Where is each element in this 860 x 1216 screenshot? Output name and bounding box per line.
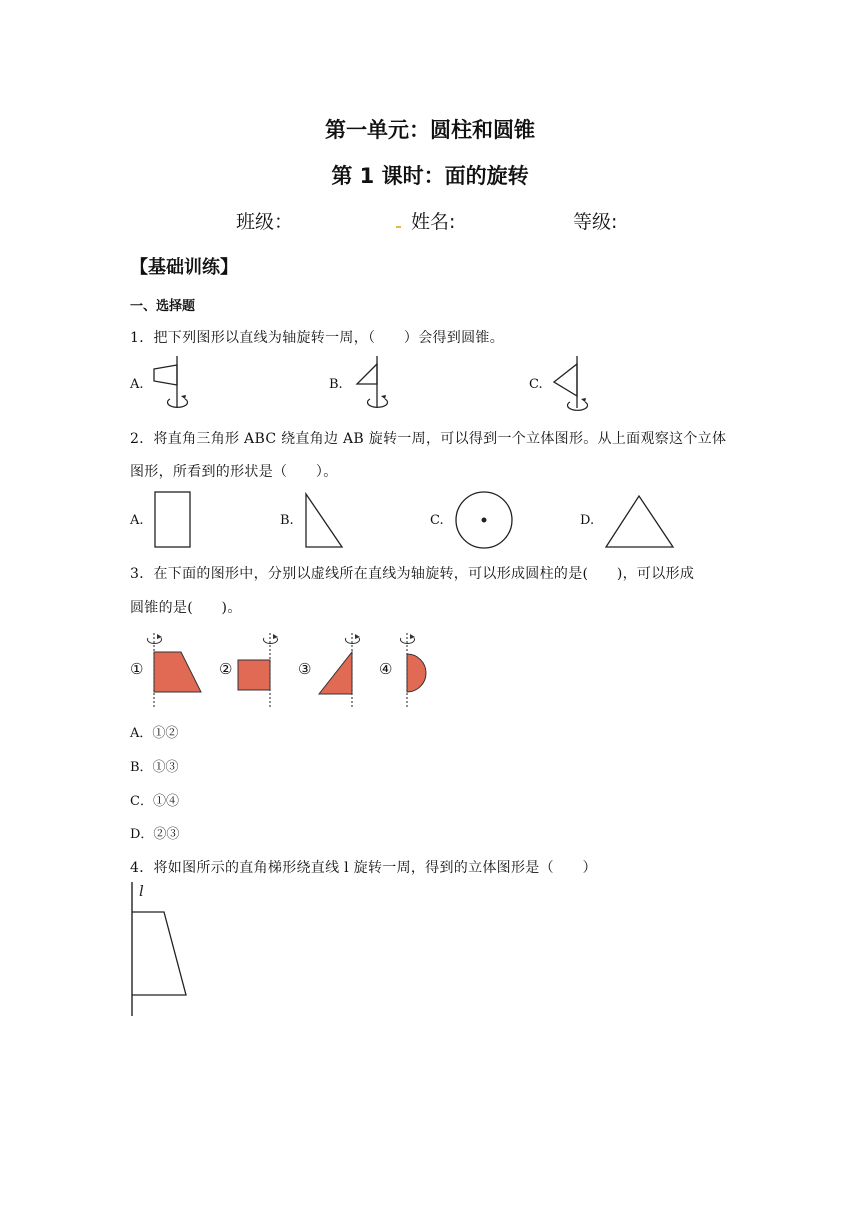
q1-option-c: C. [529, 377, 543, 392]
q2-option-d: D. [580, 513, 595, 528]
q1-figure-c [548, 354, 598, 414]
class-label: 班级： [236, 211, 294, 233]
q3-option-a: A．①② [130, 726, 179, 741]
q1-option-a: A. [130, 377, 144, 392]
question-1-text: 1．把下列图形以直线为轴旋转一周，（ ）会得到圆锥。 [130, 330, 505, 346]
q4-axis-label: l [139, 882, 144, 900]
q2-option-b: B. [280, 513, 294, 528]
q3-figure-label-2: ② [219, 660, 233, 678]
q3-option-d: D．②③ [130, 827, 180, 842]
q1-option-b: B. [329, 377, 343, 392]
question-2-line-2: 图形，所看到的形状是（ ）。 [130, 464, 338, 480]
q2-rectangle-figure [150, 490, 200, 550]
question-4-text: 4．将如图所示的直角梯形绕直线 l 旋转一周，得到的立体图形是（ ） [130, 860, 597, 876]
question-3-line-2: 圆锥的是( )。 [130, 600, 242, 616]
q1-figure-a [148, 354, 198, 414]
name-label: 姓名: [411, 211, 456, 233]
q3-figure-semicircle [396, 630, 446, 712]
q3-option-c: C．①④ [130, 794, 179, 809]
q3-figure-label-1: ① [130, 660, 144, 678]
q3-figure-trapezoid [143, 630, 207, 712]
lesson-title: 第 1 课时：面的旋转 [331, 164, 529, 188]
q4-trapezoid-figure [126, 880, 196, 1020]
question-3-line-1: 3．在下面的图形中，分别以虚线所在直线为轴旋转，可以形成圆柱的是( )，可以形成 [130, 566, 695, 582]
q2-option-a: A. [130, 513, 144, 528]
q3-figure-square [232, 630, 280, 712]
q2-circle-figure [452, 490, 518, 552]
q3-figure-triangle [312, 630, 362, 712]
q2-equilateral-triangle-figure [602, 490, 678, 552]
unit-title: 第一单元：圆柱和圆锥 [325, 118, 535, 142]
question-2-line-1: 2．将直角三角形 ABC 绕直角边 AB 旋转一周，可以得到一个立体图形。从上面观察这个立体 [130, 431, 727, 447]
q3-option-b: B．①③ [130, 760, 179, 775]
section-title: 【基础训练】 [130, 257, 238, 278]
grade-label: 等级: [573, 211, 618, 233]
q3-figure-label-3: ③ [298, 660, 312, 678]
part-title: 一、选择题 [130, 299, 196, 314]
q1-figure-b [348, 354, 398, 414]
underline-mark [396, 226, 401, 228]
q3-figure-label-4: ④ [379, 660, 393, 678]
q2-option-c: C. [430, 513, 444, 528]
q2-triangle-figure [300, 490, 350, 552]
